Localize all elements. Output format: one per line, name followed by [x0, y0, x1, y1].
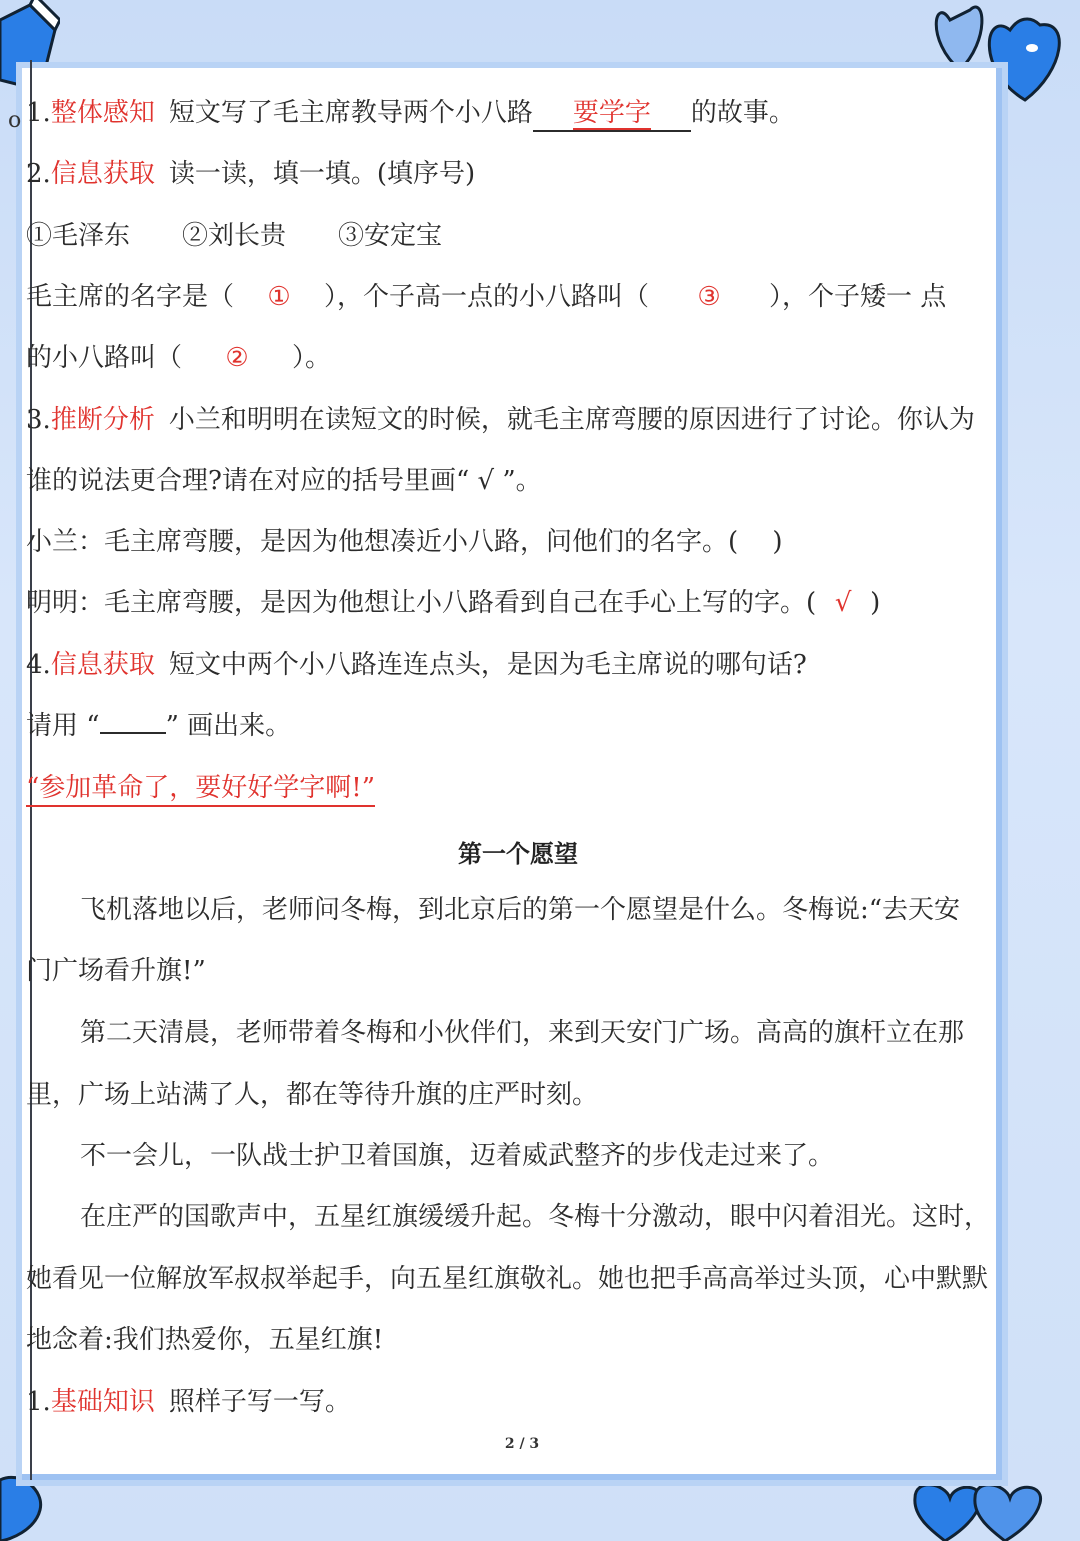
underline-sample [100, 732, 166, 734]
question-text: 短文写了毛主席教导两个小八路 [168, 98, 533, 128]
question-number: 1. [26, 1387, 51, 1417]
question-2 [26, 157, 475, 191]
page-indicator: 2 / 3 [504, 1436, 540, 1452]
passage-line: 在庄严的国歌声中，五星红旗缓缓升起。冬梅十分激动，眼中闪着泪光。这时， [80, 1202, 991, 1232]
passage-line: 飞机落地以后，老师问冬梅，到北京后的第一个愿望是什么。冬梅说:“去天安 [80, 895, 961, 925]
answer-blank [533, 96, 691, 132]
answer-text: ① [267, 282, 291, 312]
question-text: 谁的说法更合理?请在对应的括号里画“ √ ”。 [26, 466, 542, 496]
question-text: 小兰和明明在读短文的时候，就毛主席弯腰的原因进行了讨论。你认为 [168, 405, 975, 435]
answer-text: 要学字 [572, 98, 651, 128]
question-5 [26, 1385, 351, 1419]
passage-line: 门广场看升旗!” [26, 956, 206, 986]
option-mingming [26, 586, 880, 620]
question-text: 照样子写一写。 [168, 1387, 351, 1417]
margin-mark: o [8, 108, 22, 133]
question-text: 短文中两个小八路连连点头，是因为毛主席说的哪句话? [168, 650, 807, 680]
question-4 [26, 648, 807, 682]
question-number: 3. [26, 405, 51, 435]
passage-line: 她看见一位解放军叔叔举起手，向五星红旗敬礼。她也把手高高举过头顶，心中默默 [26, 1264, 989, 1294]
question-text: ）。 [292, 343, 332, 373]
question-text: 明明：毛主席弯腰，是因为他想让小八路看到自己在手心上写的字。( [26, 588, 817, 618]
fill-line-2 [26, 341, 331, 375]
answer-text: ③ [697, 282, 721, 312]
question-text: 请用 “ [26, 711, 100, 741]
question-text [26, 709, 291, 743]
question-text: 的小八路叫（ [26, 343, 183, 373]
fill-line-1 [26, 280, 946, 314]
question-text: 毛主席的名字是（ [26, 282, 235, 312]
question-text: ) [870, 588, 881, 618]
answer-text: √ [834, 588, 852, 618]
answer-line [26, 771, 375, 805]
passage-line: 地念着:我们热爱你，五星红旗! [26, 1325, 384, 1355]
passage-line: 里，广场上站满了人，都在等待升旗的庄严时刻。 [26, 1080, 599, 1110]
option-xiaolan: 小兰：毛主席弯腰，是因为他想凑近小八路，问他们的名字。( ) [26, 527, 783, 557]
question-text: ），个子矮一 点 [769, 282, 947, 312]
heart-icon [0, 1470, 50, 1541]
question-number: 1. [26, 98, 51, 128]
question-text: 读一读，填一填。(填序号) [168, 159, 476, 189]
question-1 [26, 96, 795, 132]
answer-text: ② [225, 343, 249, 373]
passage-line: 不一会儿，一队战士护卫着国旗，迈着威武整齐的步伐走过来了。 [80, 1141, 835, 1171]
question-text: ），个子高一点的小八路叫（ [324, 282, 650, 312]
question-number: 2. [26, 159, 51, 189]
question-tag: 信息获取 [50, 650, 155, 680]
question-number: 4. [26, 650, 51, 680]
question-tag: 推断分析 [50, 405, 155, 435]
question-3 [26, 403, 975, 437]
question-tag: 基础知识 [50, 1387, 155, 1417]
passage-title: 第一个愿望 [458, 840, 578, 868]
options-line: ①毛泽东 ②刘长贵 ③安定宝 [26, 221, 443, 251]
answer-text: “参加革命了，要好好学字啊!” [26, 773, 375, 807]
heart-icon [905, 1478, 1055, 1541]
question-tag: 信息获取 [50, 159, 155, 189]
passage-line: 第二天清晨，老师带着冬梅和小伙伴们，来到天安门广场。高高的旗杆立在那 [80, 1018, 965, 1048]
question-text: ” 画出来。 [165, 711, 292, 741]
question-tag: 整体感知 [50, 98, 155, 128]
question-text: 的故事。 [690, 98, 795, 128]
